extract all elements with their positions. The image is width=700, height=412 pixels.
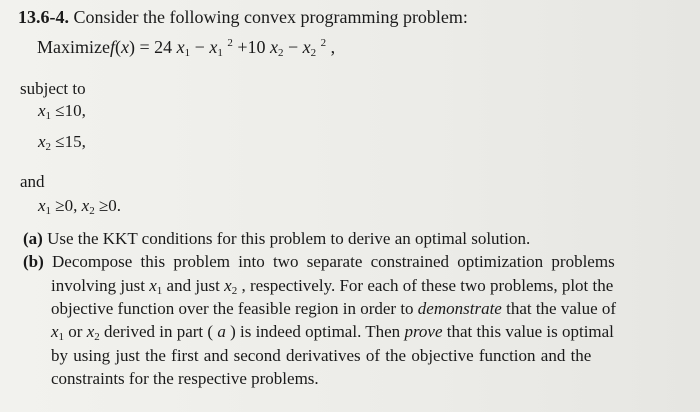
part-b-text-3a: objective function over the feasible region in order to [51,299,414,318]
objective-comma: , [330,37,336,57]
part-b-line-6: constraints for the respective problems. [51,369,319,388]
part-b-emphasis-demonstrate: demonstrate [417,299,502,318]
x1-bound: 10, [64,101,86,120]
part-b-text-4a: derived in part ( [104,322,214,341]
problem-heading [18,7,468,27]
part-b-or: or [68,322,83,341]
part-a-text: Use the KKT conditions for this problem to derive an optimal solution. [47,229,531,248]
part-b-text-2a: involving just [51,276,145,295]
part-a [23,229,530,249]
problem-number: 13.6-4. [18,7,69,27]
part-b-line-2: involving just $x_1$ and just $x_2$ , respectively. For each of these two problems, plot the [51,276,614,297]
part-b-label: (b) [23,252,44,271]
part-b-ref-a: a [217,322,226,341]
x1-nonneg: 0, [64,196,78,215]
part-b-line-4: $x_1$ or $x_2$ derived in part ( a ) is indeed optimal. Then prove that this value is optimal [51,322,614,343]
maximize-label: Maximize [37,37,110,57]
constraint-x1: $x_1 \le 10$, [38,101,86,122]
constraint-x2: $x_2 \le 15$, [38,132,86,153]
exponent-1: 2 [227,37,233,49]
part-b-text-3b: that the value of [506,299,617,318]
objective-function: Maximizef(x) = 24 $x_1 - x_1$ $^2$ +10 $x_2 - x_2$ $^2$ , [37,37,336,59]
coef-10: +10 [237,37,266,57]
part-b-line-3 [51,299,616,319]
x2-bound: 15, [64,132,86,151]
part-b-line-1 [23,252,615,272]
part-b-text-2b: and just [166,276,220,295]
part-b-text-2c: , respectively. For each of these two problems, plot the [241,276,614,295]
f-symbol: f [109,37,115,57]
part-b-text-1: Decompose this problem into two separate constrained optimization problems [52,252,615,271]
subject-to-label: subject to [20,79,86,98]
problem-intro: Consider the following convex programming problem: [73,7,468,27]
x2-nonneg: 0. [108,196,122,215]
coef-24: 24 [154,37,173,57]
and-label: and [20,172,45,191]
part-b-line-5: by using just the first and second derivatives of the objective function and the [51,346,592,365]
exponent-2: 2 [320,37,327,49]
part-b-emphasis-prove: prove [404,322,443,341]
part-a-label: (a) [23,229,43,248]
part-b-text-4c: that this value is optimal [446,322,614,341]
nonnegativity-constraints: $x_1 \ge 0$, $x_2 \ge 0$. [38,196,122,217]
part-b-text-4b: ) is indeed optimal. Then [230,322,401,341]
